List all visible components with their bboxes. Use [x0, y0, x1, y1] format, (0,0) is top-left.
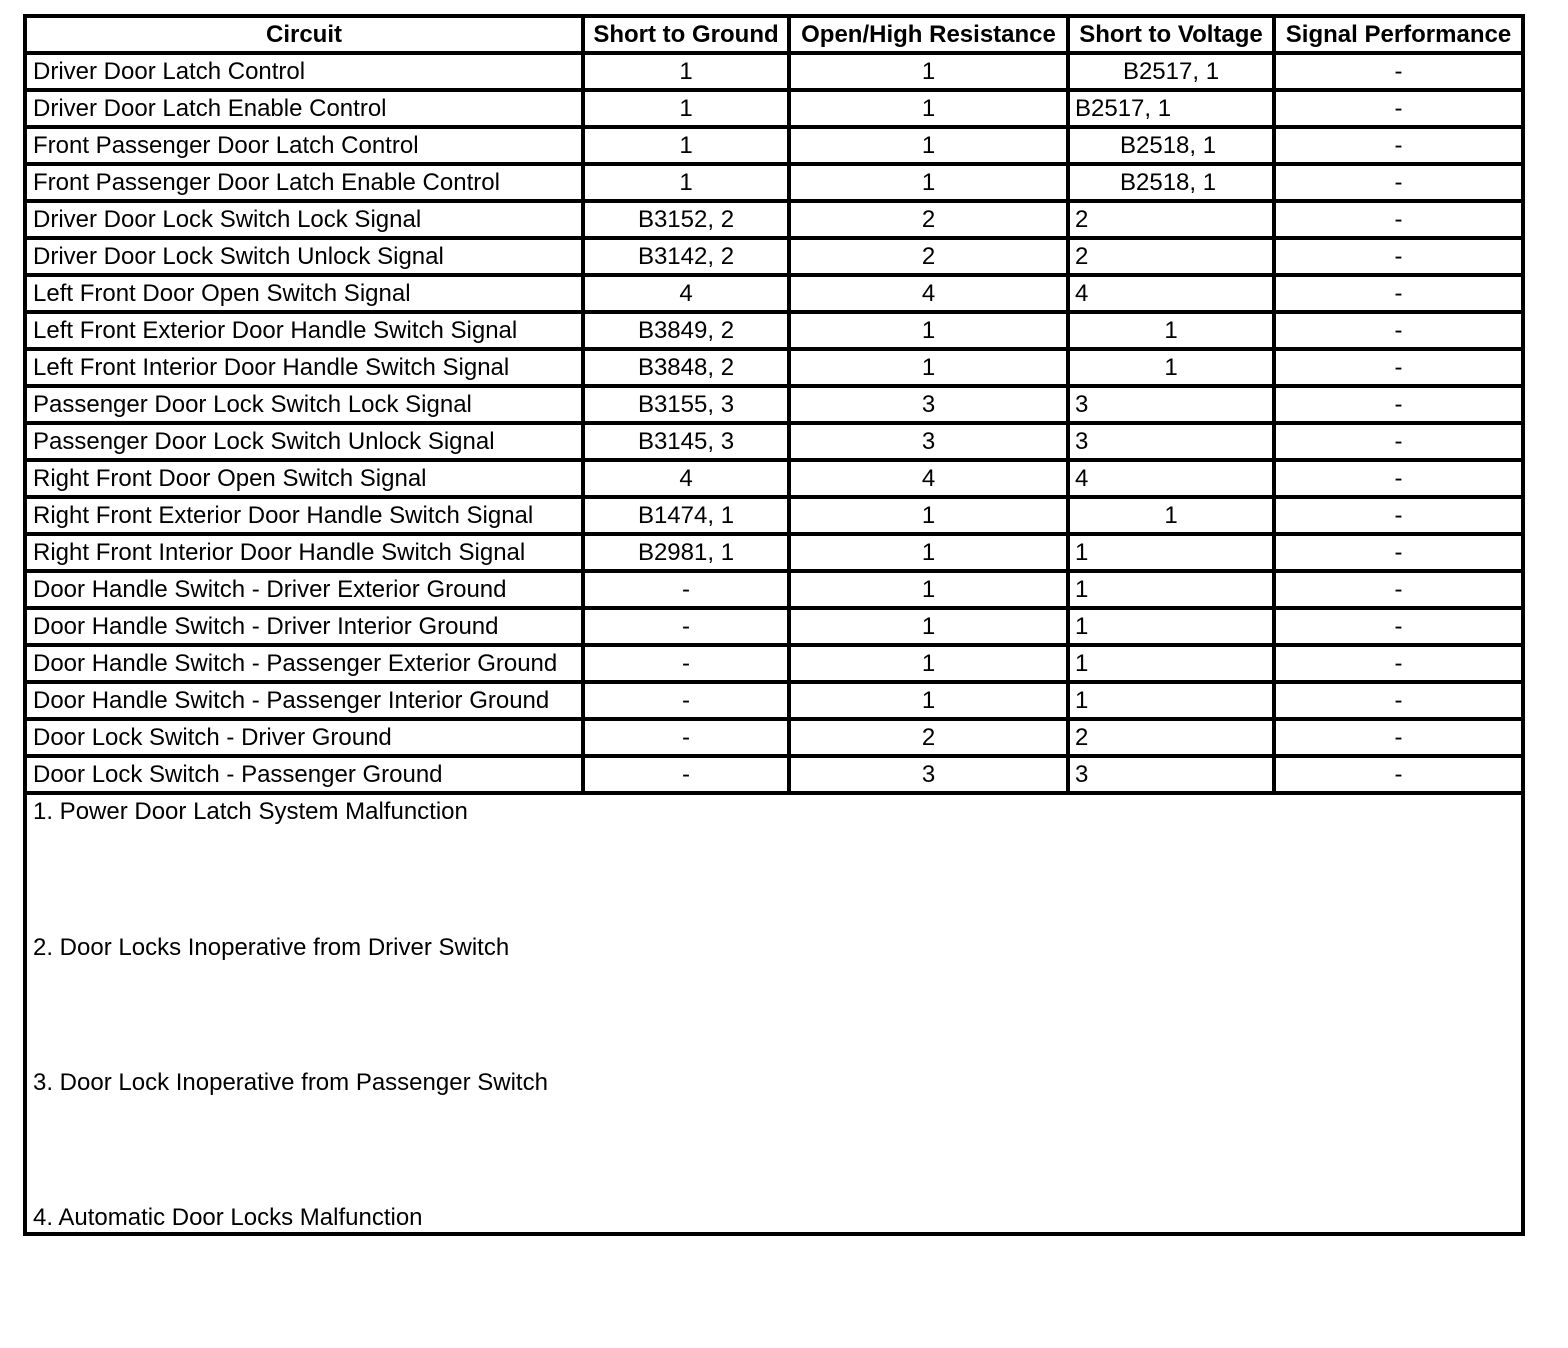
signal-performance-cell: -: [1274, 127, 1523, 164]
note-4: 4. Automatic Door Locks Malfunction: [33, 1204, 423, 1231]
signal-performance-cell: -: [1274, 275, 1523, 312]
short-to-ground-cell: -: [583, 719, 789, 756]
circuit-cell: Door Lock Switch - Passenger Ground: [25, 756, 583, 793]
table-row: [25, 497, 1523, 534]
note-3: 3. Door Lock Inoperative from Passenger Switch: [33, 1069, 548, 1096]
short-to-voltage-cell: 2: [1068, 238, 1274, 275]
table-row: [25, 645, 1523, 682]
short-to-ground-cell: -: [583, 571, 789, 608]
circuit-cell: Passenger Door Lock Switch Lock Signal: [25, 386, 583, 423]
signal-performance-cell: -: [1274, 238, 1523, 275]
signal-performance-cell: -: [1274, 90, 1523, 127]
short-to-ground-cell: B1474, 1: [583, 497, 789, 534]
header-open-high-resistance: Open/High Resistance: [789, 16, 1068, 53]
short-to-voltage-cell: 1: [1068, 497, 1274, 534]
short-to-ground-cell: B3145, 3: [583, 423, 789, 460]
table-row: [25, 127, 1523, 164]
signal-performance-cell: -: [1274, 423, 1523, 460]
notes-cell: [25, 793, 1523, 1234]
open-high-resistance-cell: 4: [789, 275, 1068, 312]
short-to-ground-cell: -: [583, 756, 789, 793]
header-signal-performance: Signal Performance: [1274, 16, 1523, 53]
header-row: [25, 16, 1523, 53]
short-to-ground-cell: -: [583, 608, 789, 645]
table-row: [25, 90, 1523, 127]
short-to-ground-cell: B3849, 2: [583, 312, 789, 349]
short-to-voltage-cell: 2: [1068, 201, 1274, 238]
header-circuit: Circuit: [25, 16, 583, 53]
short-to-voltage-cell: 4: [1068, 275, 1274, 312]
table-row: [25, 238, 1523, 275]
circuit-cell: Right Front Door Open Switch Signal: [25, 460, 583, 497]
table-row: [25, 275, 1523, 312]
table-row: [25, 719, 1523, 756]
circuit-cell: Driver Door Lock Switch Lock Signal: [25, 201, 583, 238]
circuit-cell: Front Passenger Door Latch Enable Control: [25, 164, 583, 201]
table-row: [25, 571, 1523, 608]
signal-performance-cell: -: [1274, 756, 1523, 793]
short-to-voltage-cell: 1: [1068, 682, 1274, 719]
circuit-cell: Door Handle Switch - Passenger Interior Ground: [25, 682, 583, 719]
short-to-voltage-cell: 1: [1068, 534, 1274, 571]
open-high-resistance-cell: 1: [789, 53, 1068, 90]
circuit-cell: Driver Door Lock Switch Unlock Signal: [25, 238, 583, 275]
circuit-cell: Left Front Interior Door Handle Switch Signal: [25, 349, 583, 386]
short-to-ground-cell: B2981, 1: [583, 534, 789, 571]
diagnostic-table: [23, 14, 1525, 1236]
open-high-resistance-cell: 1: [789, 608, 1068, 645]
short-to-voltage-cell: B2517, 1: [1068, 90, 1274, 127]
open-high-resistance-cell: 1: [789, 164, 1068, 201]
short-to-ground-cell: B3848, 2: [583, 349, 789, 386]
signal-performance-cell: -: [1274, 534, 1523, 571]
short-to-voltage-cell: 3: [1068, 756, 1274, 793]
circuit-cell: Door Handle Switch - Passenger Exterior Ground: [25, 645, 583, 682]
short-to-ground-cell: 4: [583, 275, 789, 312]
signal-performance-cell: -: [1274, 312, 1523, 349]
circuit-cell: Left Front Door Open Switch Signal: [25, 275, 583, 312]
header-short-to-ground: Short to Ground: [583, 16, 789, 53]
table-row: [25, 460, 1523, 497]
circuit-cell: Door Lock Switch - Driver Ground: [25, 719, 583, 756]
circuit-cell: Driver Door Latch Control: [25, 53, 583, 90]
table-row: [25, 423, 1523, 460]
open-high-resistance-cell: 1: [789, 312, 1068, 349]
short-to-ground-cell: 1: [583, 127, 789, 164]
short-to-voltage-cell: 1: [1068, 645, 1274, 682]
circuit-cell: Right Front Interior Door Handle Switch Signal: [25, 534, 583, 571]
circuit-cell: Right Front Exterior Door Handle Switch Signal: [25, 497, 583, 534]
open-high-resistance-cell: 3: [789, 423, 1068, 460]
short-to-voltage-cell: 1: [1068, 312, 1274, 349]
signal-performance-cell: -: [1274, 53, 1523, 90]
open-high-resistance-cell: 2: [789, 201, 1068, 238]
table-row: [25, 386, 1523, 423]
short-to-voltage-cell: B2518, 1: [1068, 164, 1274, 201]
signal-performance-cell: -: [1274, 460, 1523, 497]
open-high-resistance-cell: 2: [789, 238, 1068, 275]
circuit-cell: Door Handle Switch - Driver Interior Ground: [25, 608, 583, 645]
short-to-voltage-cell: 1: [1068, 608, 1274, 645]
short-to-ground-cell: B3142, 2: [583, 238, 789, 275]
short-to-ground-cell: 4: [583, 460, 789, 497]
short-to-voltage-cell: 1: [1068, 571, 1274, 608]
circuit-cell: Left Front Exterior Door Handle Switch Signal: [25, 312, 583, 349]
table-row: [25, 349, 1523, 386]
signal-performance-cell: -: [1274, 571, 1523, 608]
open-high-resistance-cell: 1: [789, 349, 1068, 386]
signal-performance-cell: -: [1274, 719, 1523, 756]
short-to-voltage-cell: 3: [1068, 423, 1274, 460]
short-to-voltage-cell: B2518, 1: [1068, 127, 1274, 164]
header-short-to-voltage: Short to Voltage: [1068, 16, 1274, 53]
signal-performance-cell: -: [1274, 645, 1523, 682]
short-to-voltage-cell: 3: [1068, 386, 1274, 423]
signal-performance-cell: -: [1274, 386, 1523, 423]
short-to-ground-cell: B3155, 3: [583, 386, 789, 423]
notes-row: [25, 793, 1523, 1234]
table-row: [25, 682, 1523, 719]
open-high-resistance-cell: 3: [789, 756, 1068, 793]
short-to-voltage-cell: 1: [1068, 349, 1274, 386]
signal-performance-cell: -: [1274, 349, 1523, 386]
open-high-resistance-cell: 1: [789, 534, 1068, 571]
short-to-ground-cell: 1: [583, 53, 789, 90]
short-to-voltage-cell: B2517, 1: [1068, 53, 1274, 90]
table-row: [25, 53, 1523, 90]
open-high-resistance-cell: 3: [789, 386, 1068, 423]
table-row: [25, 534, 1523, 571]
signal-performance-cell: -: [1274, 497, 1523, 534]
circuit-cell: Driver Door Latch Enable Control: [25, 90, 583, 127]
signal-performance-cell: -: [1274, 682, 1523, 719]
table-row: [25, 312, 1523, 349]
open-high-resistance-cell: 4: [789, 460, 1068, 497]
note-1: 1. Power Door Latch System Malfunction: [33, 798, 468, 825]
table-row: [25, 756, 1523, 793]
short-to-voltage-cell: 4: [1068, 460, 1274, 497]
short-to-ground-cell: -: [583, 682, 789, 719]
table-row: [25, 608, 1523, 645]
open-high-resistance-cell: 1: [789, 90, 1068, 127]
open-high-resistance-cell: 1: [789, 682, 1068, 719]
open-high-resistance-cell: 2: [789, 719, 1068, 756]
short-to-ground-cell: 1: [583, 90, 789, 127]
signal-performance-cell: -: [1274, 201, 1523, 238]
signal-performance-cell: -: [1274, 608, 1523, 645]
table-row: [25, 201, 1523, 238]
circuit-cell: Door Handle Switch - Driver Exterior Ground: [25, 571, 583, 608]
short-to-ground-cell: -: [583, 645, 789, 682]
open-high-resistance-cell: 1: [789, 571, 1068, 608]
signal-performance-cell: -: [1274, 164, 1523, 201]
circuit-cell: Front Passenger Door Latch Control: [25, 127, 583, 164]
open-high-resistance-cell: 1: [789, 497, 1068, 534]
table-row: [25, 164, 1523, 201]
short-to-ground-cell: B3152, 2: [583, 201, 789, 238]
circuit-cell: Passenger Door Lock Switch Unlock Signal: [25, 423, 583, 460]
short-to-voltage-cell: 2: [1068, 719, 1274, 756]
short-to-ground-cell: 1: [583, 164, 789, 201]
open-high-resistance-cell: 1: [789, 127, 1068, 164]
open-high-resistance-cell: 1: [789, 645, 1068, 682]
note-2: 2. Door Locks Inoperative from Driver Switch: [33, 934, 510, 961]
